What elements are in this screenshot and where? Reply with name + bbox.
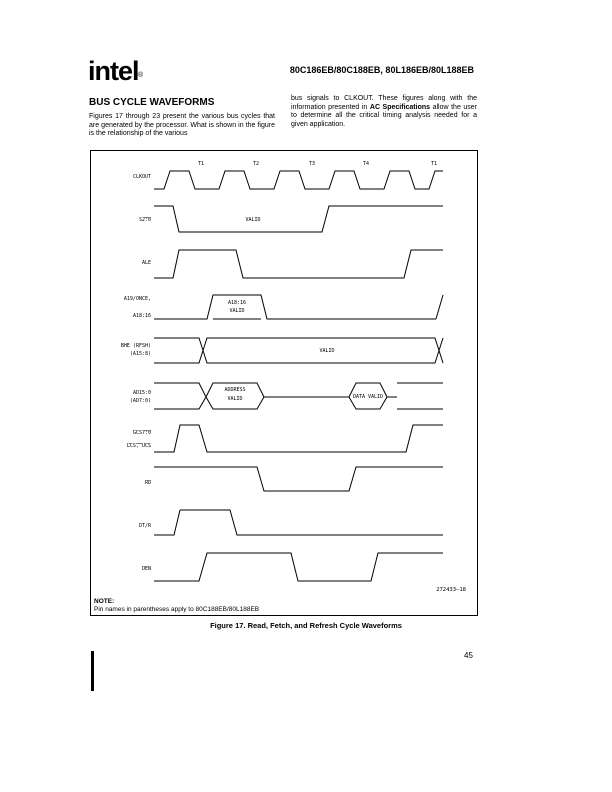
signal-label-clkout: CLKOUT [132,174,151,180]
den-waveform [154,553,443,581]
figure-reference-number: 272433–18 [436,587,466,593]
rd-waveform [154,467,443,491]
a19-waveform [154,295,436,319]
a19-waveform-edge [436,295,443,319]
intro-text-part: bus signals to CLKOUT. These figures along with the information presented in [291,95,477,111]
note-heading: NOTE: [94,598,115,605]
ale-waveform [154,250,443,278]
s2-valid-label: VALID [245,217,261,223]
margin-change-bar [91,651,94,691]
signal-label-gcs: GCS7:0 [132,430,151,436]
intro-paragraph-left: Figures 17 through 23 present the various bus cycles that are generated by the processor. What is shown in the figure is the relationship of the various [89,113,275,138]
ad-float-lines [397,383,443,409]
t-state-label: T4 [363,161,370,167]
ad-data-valid-label: DATA VALID [352,394,384,400]
document-header-title: 80C186EB/80C188EB, 80L186EB/80L188EB [289,65,474,75]
timing-diagram [91,151,477,615]
signal-label-ad7: (AD7:0) [129,398,151,404]
signal-label-s2: S2:0 [138,217,151,223]
figure-caption: Figure 17. Read, Fetch, and Refresh Cycle Waveforms [210,621,402,630]
t-state-label: T1 [431,161,438,167]
s2-waveform [154,206,443,232]
signal-label-a15: (A15:8) [129,351,151,357]
ad-address-label: ADDRESS [224,387,246,393]
t-state-label: T3 [309,161,316,167]
ad-address-valid-label: VALID [227,396,243,402]
bhe-waveform [154,338,443,363]
section-title: BUS CYCLE WAVEFORMS [89,97,215,108]
signal-label-a19: A19/ONCE, [123,296,151,302]
signal-label-ale: ALE [141,260,151,266]
a19-valid-label-bottom: VALID [229,308,245,314]
t-state-label: T2 [253,161,260,167]
note-text: Pin names in parentheses apply to 80C188EB/80L188EB [94,606,260,613]
signal-label-a18: A18:16 [132,313,151,319]
signal-label-den: DEN [141,566,151,572]
intel-logo: intel [88,56,139,86]
signal-label-rd: RD [144,480,151,486]
signal-label-dtr: DT/R [138,523,151,529]
intro-paragraph-right [291,95,477,129]
page-number: 45 [464,651,473,660]
signal-label-bhe: BHE (RFSH) [120,343,151,349]
dtr-waveform [154,510,443,535]
t-state-label: T1 [198,161,205,167]
registered-mark: ® [138,72,144,79]
gcs-waveform [154,425,443,452]
signal-label-lcs-ucs: LCS, UCS [126,443,151,449]
timing-figure-frame [90,150,478,616]
signal-label-ad15: AD15:0 [132,390,151,396]
clkout-waveform [154,171,443,189]
intro-text-part: allow the user to determine all the critical timing analysis needed for a given application. [291,103,478,128]
a19-valid-label-top: A18:16 [227,300,247,306]
bhe-valid-label: VALID [319,348,335,354]
ac-specifications-ref: AC Specifications [369,103,431,111]
